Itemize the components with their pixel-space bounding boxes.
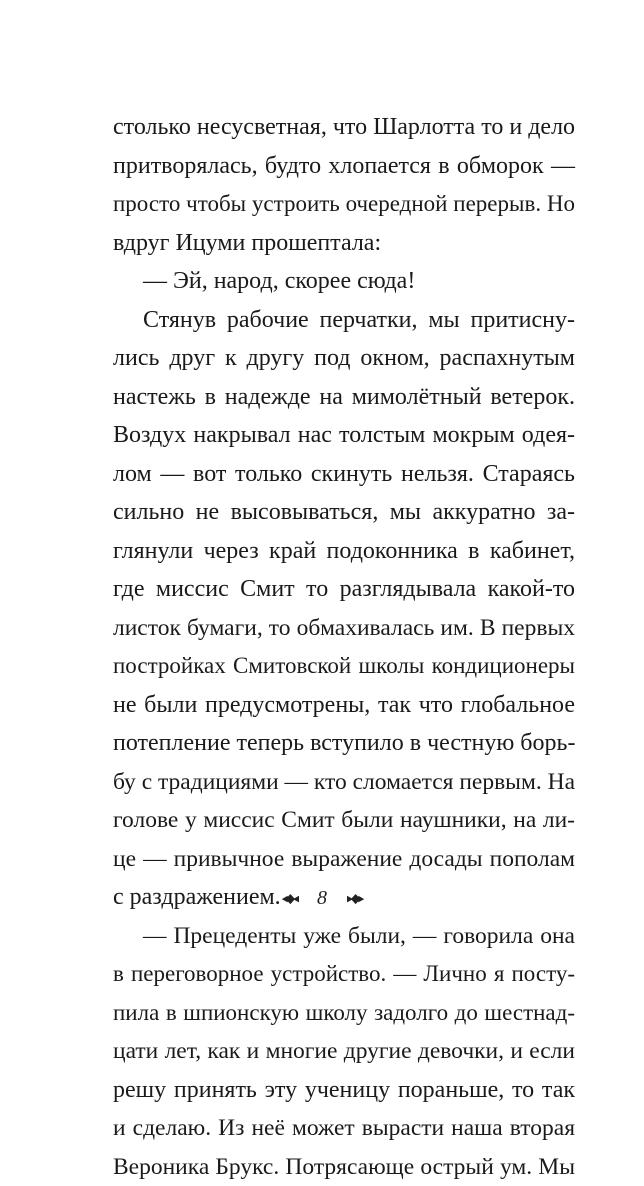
text-line: столько несусветная, что Шарлотта то и дело	[113, 108, 575, 147]
text-line: пила в шпионскую школу задолго до шестнад-	[113, 994, 575, 1033]
text-line: це — привычное выражение досады пополам	[113, 840, 575, 879]
text-line: просто чтобы устроить очередной перерыв. Но	[113, 185, 575, 224]
text-line: в переговорное устройство. — Лично я посту-	[113, 955, 575, 994]
text-line: не были предусмотрены, так что глобальное	[113, 686, 575, 725]
text-line: вдруг Ицуми прошептала:	[113, 224, 575, 263]
text-line: постройках Смитовской школы кондиционеры	[113, 647, 575, 686]
right-ornament-icon: ▸◆▸	[347, 890, 362, 905]
text-line: притворялась, будто хлопается в обморок —	[113, 147, 575, 186]
text-line: Вероника Брукс. Потрясающе острый ум. Мы	[113, 1148, 575, 1186]
text-line: потепление теперь вступило в честную борь-	[113, 724, 575, 763]
text-line: Стянув рабочие перчатки, мы притисну-	[113, 301, 575, 340]
body-text	[113, 108, 575, 1186]
text-line: цати лет, как и многие другие девочки, и если	[113, 1032, 575, 1071]
text-line: листок бумаги, то обмахивалась им. В первых	[113, 609, 575, 648]
text-line: сильно не высовываться, мы аккуратно за-	[113, 493, 575, 532]
page-footer	[0, 883, 644, 913]
text-line: глянули через край подоконника в кабинет,	[113, 532, 575, 571]
text-line: решу принять эту ученицу пораньше, то так	[113, 1071, 575, 1110]
text-line: настежь в надежде на мимолётный ветерок.	[113, 378, 575, 417]
left-ornament-icon: ◂◆◂	[282, 890, 297, 905]
text-line: Воздух накрывал нас толстым мокрым одея-	[113, 416, 575, 455]
text-line: с раздражением.	[113, 878, 575, 917]
text-line: — Прецеденты уже были, — говорила она	[113, 917, 575, 956]
text-line: где миссис Смит то разглядывала какой-то	[113, 570, 575, 609]
text-line: бу с традициями — кто сломается первым. На	[113, 763, 575, 802]
text-line: — Эй, народ, скорее сюда!	[113, 262, 575, 301]
text-line: лом — вот только скинуть нельзя. Стараясь	[113, 455, 575, 494]
text-line: голове у миссис Смит были наушники, на ли-	[113, 801, 575, 840]
page-number: 8	[317, 887, 327, 910]
text-line: и сделаю. Из неё может вырасти наша вторая	[113, 1109, 575, 1148]
text-line: лись друг к другу под окном, распахнутым	[113, 339, 575, 378]
